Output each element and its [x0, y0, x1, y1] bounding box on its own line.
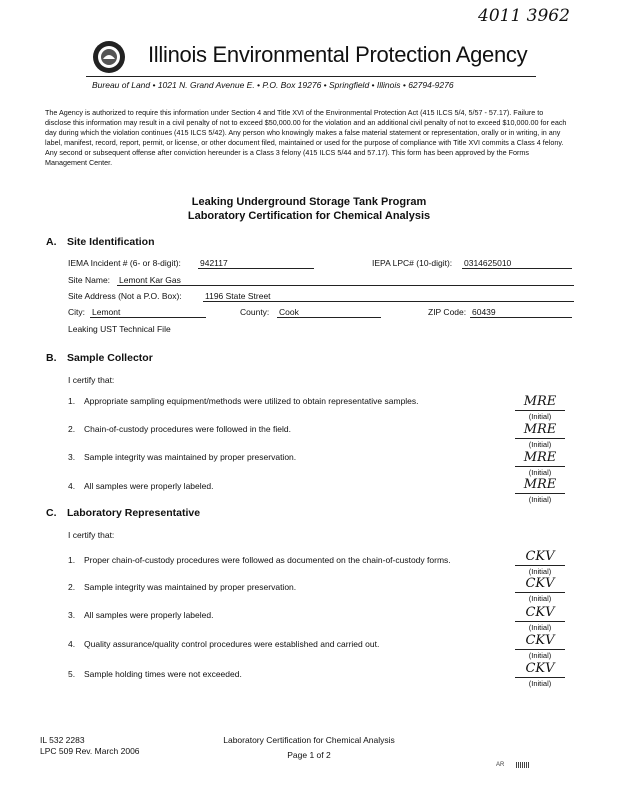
city-label: City:: [68, 307, 85, 317]
initial-signature: CKV: [525, 661, 555, 676]
item-number: 3.: [68, 610, 76, 620]
site-address-label: Site Address (Not a P.O. Box):: [68, 291, 182, 301]
section-a-heading: Site Identification: [67, 236, 155, 248]
initial-field[interactable]: [515, 605, 565, 632]
item-number: 3.: [68, 452, 76, 462]
item-text: Sample integrity was maintained by proper preservation.: [84, 582, 297, 592]
header-rule: [86, 76, 536, 77]
footer-form-title: Laboratory Certification for Chemical Analysis: [223, 735, 395, 745]
item-number: 2.: [68, 582, 76, 592]
initial-signature: CKV: [525, 605, 555, 620]
item-number: 4.: [68, 639, 76, 649]
item-number: 2.: [68, 424, 76, 434]
list-item: [68, 639, 379, 649]
handwritten-document-number: 4011 3962: [478, 6, 570, 26]
initial-label: (Initial): [515, 466, 565, 477]
item-text: Sample integrity was maintained by proper preservation.: [84, 452, 297, 462]
section-a-letter: A.: [46, 236, 57, 248]
agency-seal-icon: [92, 40, 126, 74]
item-text: Appropriate sampling equipment/methods were utilized to obtain representative samples.: [84, 396, 419, 406]
list-item: [68, 555, 451, 565]
initial-label: (Initial): [515, 649, 565, 660]
item-text: All samples were properly labeled.: [84, 610, 214, 620]
site-name-label: Site Name:: [68, 275, 111, 285]
initial-signature: CKV: [525, 549, 555, 564]
technical-file-label: Leaking UST Technical File: [68, 324, 171, 334]
initial-signature: MRE: [523, 422, 557, 437]
initial-label: (Initial): [515, 565, 565, 576]
section-b-certify: I certify that:: [68, 375, 115, 385]
initial-signature: CKV: [525, 576, 555, 591]
barcode-icon: [516, 762, 530, 768]
initial-field[interactable]: [515, 661, 565, 688]
county-value[interactable]: Cook: [277, 307, 381, 318]
initial-signature: MRE: [523, 477, 557, 492]
footer-page-number: Page 1 of 2: [287, 750, 331, 760]
initial-signature: CKV: [525, 633, 555, 648]
initial-field[interactable]: [515, 422, 565, 449]
initial-label: (Initial): [515, 621, 565, 632]
zip-label: ZIP Code:: [428, 307, 467, 317]
item-number: 4.: [68, 481, 76, 491]
site-address-value[interactable]: 1196 State Street: [203, 291, 574, 302]
initial-field[interactable]: [515, 549, 565, 576]
initial-label: (Initial): [515, 410, 565, 421]
iepa-value[interactable]: 0314625010: [462, 258, 572, 269]
initial-label: (Initial): [515, 677, 565, 688]
section-b-letter: B.: [46, 352, 57, 364]
footer-revision: LPC 509 Rev. March 2006: [40, 746, 140, 756]
initial-field[interactable]: [515, 394, 565, 421]
zip-value[interactable]: 60439: [470, 307, 572, 318]
section-c-letter: C.: [46, 507, 57, 519]
item-text: Sample holding times were not exceeded.: [84, 669, 242, 679]
section-c-certify: I certify that:: [68, 530, 115, 540]
initial-field[interactable]: [515, 633, 565, 660]
item-number: 1.: [68, 396, 76, 406]
iema-value[interactable]: 942117: [198, 258, 314, 269]
initial-label: (Initial): [515, 493, 565, 504]
list-item: [68, 582, 296, 592]
site-name-value[interactable]: Lemont Kar Gas: [117, 275, 574, 286]
list-item: [68, 424, 291, 434]
city-value[interactable]: Lemont: [90, 307, 206, 318]
item-number: 5.: [68, 669, 76, 679]
list-item: [68, 669, 242, 679]
iepa-label: IEPA LPC# (10-digit):: [372, 258, 453, 268]
list-item: [68, 481, 213, 491]
item-text: Chain-of-custody procedures were followed in the field.: [84, 424, 291, 434]
agency-address: Bureau of Land • 1021 N. Grand Avenue E. • P.O. Box 19276 • Springfield • Illinois • 62794-9276: [92, 80, 454, 90]
form-title-line1: Leaking Underground Storage Tank Program: [191, 196, 427, 208]
footer-corner-mark: AR: [496, 762, 505, 768]
item-text: Proper chain-of-custody procedures were followed as documented on the chain-of-custody forms.: [84, 555, 451, 565]
list-item: [68, 396, 419, 406]
section-c-heading: Laboratory Representative: [67, 507, 201, 519]
list-item: [68, 452, 296, 462]
initial-signature: MRE: [523, 394, 557, 409]
agency-name: Illinois Environmental Protection Agency: [148, 42, 528, 67]
item-number: 1.: [68, 555, 76, 565]
form-title-line2: Laboratory Certification for Chemical Analysis: [187, 210, 431, 222]
county-label: County:: [240, 307, 270, 317]
initial-field[interactable]: [515, 576, 565, 603]
initial-label: (Initial): [515, 592, 565, 603]
initial-field[interactable]: [515, 477, 565, 504]
disclaimer-text: The Agency is authorized to require this information under Section 4 and Title XVI of the Environmental Protection Act (415 ILCS 5/4, 5/57 - 57.17). Failure to disclose this information may result in a civil penalty of not to exceed $50,000.00 for the violation and an additional civil penalty of not to exceed $10,000.00 for each day during which the violation continues (415 ILCS 5/42). Any person who knowingly makes a false material statement or representation, orally or in writing, in any label, manifest, record, report, permit, or license, or other document filed, maintained or used for the purpose of compliance with Title XVI commits a Class 4 felony. Any second or subsequent offense after conviction hereunder is a Class 3 felony (415 ILCS 5/44 and 57.17). This form has been approved by the Forms Management Center.: [45, 108, 567, 167]
iema-label: IEMA Incident # (6- or 8-digit):: [68, 258, 181, 268]
list-item: [68, 610, 213, 620]
initial-field[interactable]: [515, 450, 565, 477]
section-b-heading: Sample Collector: [67, 352, 153, 364]
footer-form-id: IL 532 2283: [40, 735, 85, 745]
initial-signature: MRE: [523, 450, 557, 465]
item-text: Quality assurance/quality control procedures were established and carried out.: [84, 639, 380, 649]
item-text: All samples were properly labeled.: [84, 481, 214, 491]
initial-label: (Initial): [515, 438, 565, 449]
